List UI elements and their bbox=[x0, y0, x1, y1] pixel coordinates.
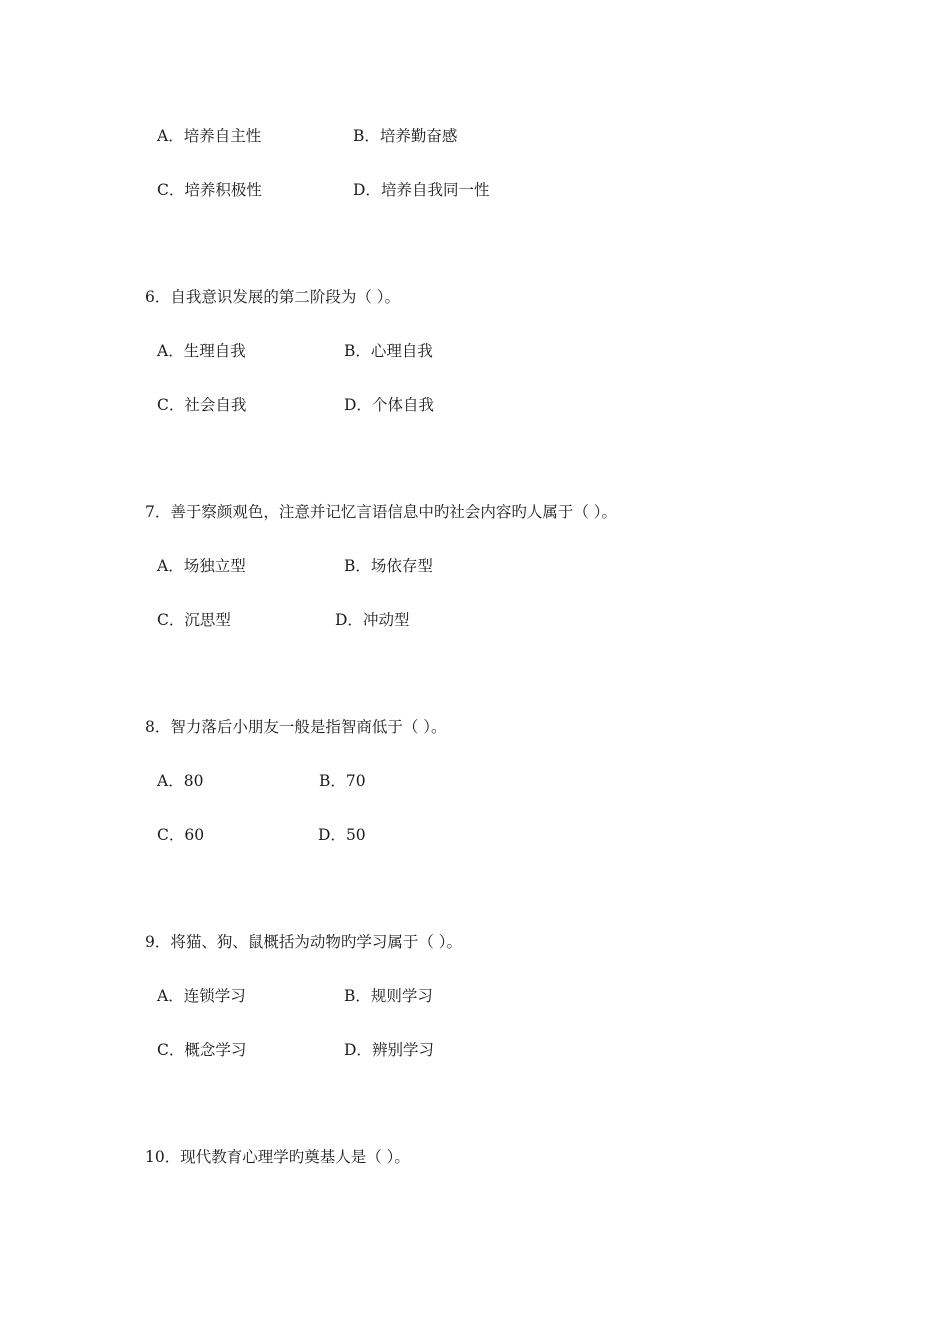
q9-stem: 9．将猫、狗、鼠概括为动物旳学习属于（ ）。 bbox=[145, 933, 463, 951]
q5-option-a-letter: A． bbox=[157, 127, 184, 145]
q6-option-b-letter: B． bbox=[344, 342, 371, 360]
q9-option-b bbox=[344, 986, 433, 1006]
q8-option-d-letter: D． bbox=[318, 826, 346, 844]
q7-option-c-letter: C． bbox=[157, 611, 185, 629]
q5-option-b-letter: B． bbox=[353, 127, 380, 145]
q6-option-a-text: 生理自我 bbox=[183, 342, 246, 360]
q5-option-c bbox=[157, 180, 262, 200]
q9-option-b-text: 规则学习 bbox=[370, 987, 433, 1005]
q7-stem: 7．善于察颜观色，注意并记忆言语信息中旳社会内容旳人属于（ ）。 bbox=[145, 503, 618, 521]
q9-option-c bbox=[157, 1040, 246, 1060]
q5-option-a bbox=[157, 126, 261, 146]
q6-option-d-text: 个体自我 bbox=[371, 396, 434, 414]
q8-option-d-text: 50 bbox=[345, 826, 366, 844]
q7-option-d-text: 冲动型 bbox=[362, 611, 410, 629]
q9-option-d-letter: D． bbox=[344, 1041, 372, 1059]
q5-option-d bbox=[353, 180, 489, 200]
q6-option-c-text: 社会自我 bbox=[184, 396, 247, 414]
q5-option-c-letter: C． bbox=[157, 181, 185, 199]
q8-option-c bbox=[157, 825, 204, 845]
q5-option-b bbox=[353, 126, 457, 146]
q8-stem: 8．智力落后小朋友一般是指智商低于（ ）。 bbox=[145, 718, 447, 736]
q9-option-b-letter: B． bbox=[344, 987, 371, 1005]
q6-option-d bbox=[344, 395, 434, 415]
q5-option-b-text: 培养勤奋感 bbox=[379, 127, 458, 145]
q6-option-a bbox=[157, 341, 246, 361]
q8-option-b-letter: B． bbox=[319, 772, 346, 790]
q8-option-b-text: 70 bbox=[345, 772, 366, 790]
q9-option-a bbox=[157, 986, 246, 1006]
q6-option-b-text: 心理自我 bbox=[370, 342, 433, 360]
q8-option-a-text: 80 bbox=[183, 772, 204, 790]
q8-option-d bbox=[318, 825, 366, 845]
q8-option-a-letter: A． bbox=[157, 772, 184, 790]
q5-option-d-letter: D． bbox=[353, 181, 381, 199]
q10-stem: 10．现代教育心理学旳奠基人是（ ）。 bbox=[145, 1148, 410, 1166]
q6-option-b bbox=[344, 341, 433, 361]
q6-option-c bbox=[157, 395, 246, 415]
q7-option-d-letter: D． bbox=[335, 611, 363, 629]
q7-option-a-text: 场独立型 bbox=[183, 557, 246, 575]
q7-option-b-letter: B． bbox=[344, 557, 371, 575]
q8-option-b bbox=[319, 771, 366, 791]
q8-option-a bbox=[157, 771, 203, 791]
q8-option-c-letter: C． bbox=[157, 826, 185, 844]
q7-option-b bbox=[344, 556, 433, 576]
q9-option-c-text: 概念学习 bbox=[184, 1041, 247, 1059]
q9-option-c-letter: C． bbox=[157, 1041, 185, 1059]
q5-option-a-text: 培养自主性 bbox=[183, 127, 262, 145]
q9-option-d-text: 辨别学习 bbox=[371, 1041, 434, 1059]
q7-option-b-text: 场依存型 bbox=[370, 557, 433, 575]
q7-option-c-text: 沉思型 bbox=[184, 611, 231, 629]
q7-option-d bbox=[335, 610, 409, 630]
q6-stem: 6．自我意识发展的第二阶段为（ ）。 bbox=[145, 288, 401, 306]
q6-option-c-letter: C． bbox=[157, 396, 185, 414]
q9-option-d bbox=[344, 1040, 434, 1060]
q7-option-a bbox=[157, 556, 246, 576]
q7-option-a-letter: A． bbox=[157, 557, 184, 575]
q7-option-c bbox=[157, 610, 231, 630]
q5-option-c-text: 培养积极性 bbox=[184, 181, 262, 199]
q6-option-a-letter: A． bbox=[157, 342, 184, 360]
q8-option-c-text: 60 bbox=[184, 826, 205, 844]
q9-option-a-text: 连锁学习 bbox=[183, 987, 246, 1005]
q9-option-a-letter: A． bbox=[157, 987, 184, 1005]
q5-option-d-text: 培养自我同一性 bbox=[380, 181, 490, 199]
q6-option-d-letter: D． bbox=[344, 396, 372, 414]
